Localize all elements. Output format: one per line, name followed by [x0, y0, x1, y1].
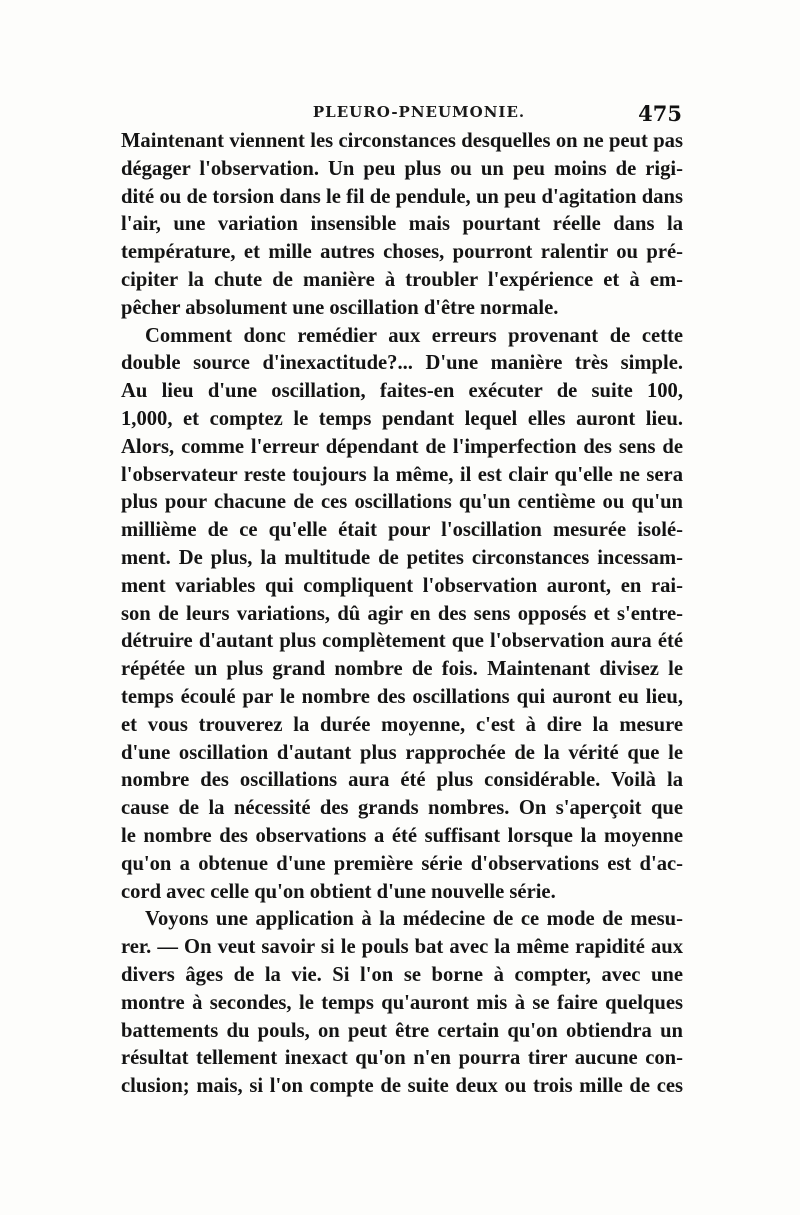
text-line: millième de ce qu'elle était pour l'oscillation mesurée isolé- [121, 519, 683, 542]
text-line: Au lieu d'une oscillation, faites-en exécuter de suite 100, [121, 380, 683, 403]
text-line: ment variables qui compliquent l'observation auront, en rai- [121, 574, 683, 597]
text-line: le nombre des observations a été suffisant lorsque la moyenne [121, 824, 683, 847]
text-line: résultat tellement inexact qu'on n'en pourra tirer aucune con- [121, 1047, 683, 1070]
text-line: montre à secondes, le temps qu'auront mis à se faire quelques [121, 991, 683, 1014]
text-line: double source d'inexactitude?... D'une manière très simple. [121, 352, 683, 375]
text-line: Voyons une application à la médecine de ce mode de mesu- [145, 908, 683, 931]
text-line: cipiter la chute de manière à troubler l'expérience et à em- [121, 268, 683, 291]
text-line: Maintenant viennent les circonstances desquelles on ne peut pas [121, 130, 683, 152]
text-line: pêcher absolument une oscillation d'être normale. [121, 296, 559, 319]
text-line: plus pour chacune de ces oscillations qu'un centième ou qu'un [121, 491, 683, 514]
text-line: Comment donc remédier aux erreurs provenant de cette [145, 324, 683, 347]
text-line: et vous trouverez la durée moyenne, c'est à dire la mesure [121, 713, 683, 736]
text-line: clusion; mais, si l'on compte de suite deux ou trois mille de ces [121, 1075, 683, 1098]
text-line: répétée un plus grand nombre de fois. Maintenant divisez le [121, 658, 683, 681]
page-number: 475 [638, 101, 682, 126]
text-line: rer. — On veut savoir si le pouls bat avec la même rapidité aux [121, 936, 683, 959]
text-line: son de leurs variations, dû agir en des sens opposés et s'entre- [121, 602, 683, 625]
text-line: détruire d'autant plus complètement que l'observation aura été [121, 630, 683, 653]
text-line: cord avec celle qu'on obtient d'une nouvelle série. [121, 880, 556, 903]
text-line: qu'on a obtenue d'une première série d'observations est d'ac- [121, 852, 683, 875]
body-text [121, 128, 683, 1101]
text-line: ment. De plus, la multitude de petites circonstances incessam- [121, 546, 683, 569]
text-line: divers âges de la vie. Si l'on se borne à compter, avec une [121, 963, 683, 986]
text-line: battements du pouls, on peut être certain qu'on obtiendra un [121, 1019, 683, 1042]
text-line: dégager l'observation. Un peu plus ou un peu moins de rigi- [121, 157, 683, 180]
text-line: température, et mille autres choses, pourront ralentir ou pré- [121, 241, 683, 264]
text-line: temps écoulé par le nombre des oscillations qui auront eu lieu, [121, 685, 683, 708]
text-line: dité ou de torsion dans le fil de pendule, un peu d'agitation dans [121, 185, 683, 208]
text-line: cause de la nécessité des grands nombres. On s'aperçoit que [121, 797, 683, 820]
text-line: l'observateur reste toujours la même, il est clair qu'elle ne sera [121, 463, 683, 486]
text-line: l'air, une variation insensible mais pourtant réelle dans la [121, 213, 683, 236]
text-line: d'une oscillation d'autant plus rapprochée de la vérité que le [121, 741, 683, 764]
running-head [120, 101, 682, 127]
text-line: 1,000, et comptez le temps pendant lequel elles auront lieu. [121, 407, 683, 430]
text-line: nombre des oscillations aura été plus considérable. Voilà la [121, 769, 683, 792]
text-line: Alors, comme l'erreur dépendant de l'imperfection des sens de [121, 435, 683, 458]
running-title: PLEURO-PNEUMONIE. [312, 103, 526, 121]
